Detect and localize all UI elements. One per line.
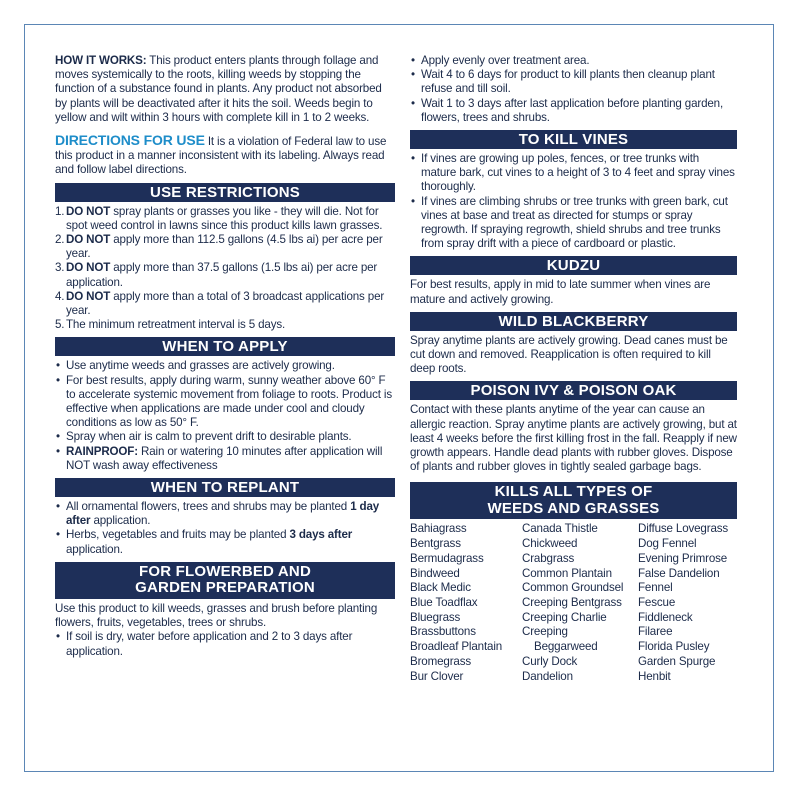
list-item: • Use anytime weeds and grasses are actively growing. <box>55 359 395 373</box>
flowerbed-title-line1: FOR FLOWERBED AND <box>139 562 311 580</box>
kudzu-header: KUDZU <box>410 256 737 275</box>
list-item: 4. DO NOT apply more than a total of 3 broadcast applications per year. <box>55 289 385 318</box>
list-item: • All ornamental flowers, trees and shrubs may be planted 1 day after application. <box>55 500 395 528</box>
flowerbed-list-part2 <box>410 54 737 125</box>
when-to-apply-list <box>55 359 395 473</box>
weed-name: Canada Thistle <box>522 522 598 536</box>
kills-all-title-line2: WEEDS AND GRASSES <box>487 499 660 517</box>
weed-name: Blue Toadflax <box>410 595 478 609</box>
weed-name: Creeping <box>522 625 568 639</box>
poison-ivy-header: POISON IVY & POISON OAK <box>410 381 737 400</box>
weed-name: Evening Primrose <box>638 551 728 565</box>
weed-name: Brassbuttons <box>410 625 476 639</box>
weeds-grid <box>410 522 737 684</box>
weed-name: Fescue <box>638 595 676 609</box>
when-to-apply-header: WHEN TO APPLY <box>55 337 395 356</box>
weed-name: Florida Pusley <box>638 640 710 654</box>
poison-ivy-text: Contact with these plants anytime of the year can cause an allergic reaction. Spray anytime plants are actively growing, but at least 4 weeks before the first killing frost in the fall. Reapply if new growth appears. Handle dead plants with rubber gloves. Dispose of plants and rubber gloves in tightly sealed garbage bags. <box>410 403 737 474</box>
kudzu-text: For best results, apply in mid to late summer when vines are mature and actively growing. <box>410 278 711 306</box>
list-item: • If soil is dry, water before application and 2 to 3 days after application. <box>55 630 395 658</box>
how-it-works-label: HOW IT WORKS: <box>55 54 147 67</box>
weed-name: Dandelion <box>522 669 573 683</box>
wild-blackberry-header: WILD BLACKBERRY <box>410 312 737 331</box>
list-item: • Wait 1 to 3 days after last application before planting garden, flowers, trees and shrubs. <box>410 97 737 125</box>
weed-name: Diffuse Lovegrass <box>638 522 729 536</box>
to-kill-vines-list <box>410 152 737 251</box>
list-item: • Herbs, vegetables and fruits may be planted 3 days after application. <box>55 528 395 556</box>
weed-name: Bermudagrass <box>410 551 484 565</box>
weed-name: Creeping Charlie <box>522 610 607 624</box>
directions-text: It is a violation of Federal law to use this product in a manner inconsistent with its labeling. Always read and follow label directions. <box>55 135 387 177</box>
use-restrictions-header: USE RESTRICTIONS <box>55 183 395 202</box>
list-item: • Apply evenly over treatment area. <box>410 54 737 68</box>
flowerbed-title-line2: GARDEN PREPARATION <box>135 579 315 597</box>
weed-name: Curly Dock <box>522 654 578 668</box>
flowerbed-list-part1 <box>55 630 395 658</box>
weed-name: Beggarweed <box>534 640 598 654</box>
directions-paragraph <box>55 133 395 178</box>
weeds-col-2 <box>522 522 638 684</box>
weeds-col-3 <box>638 522 738 684</box>
weed-name: Bromegrass <box>410 654 471 668</box>
weed-name: Dog Fennel <box>638 537 697 551</box>
weed-name: Bindweed <box>410 566 460 580</box>
use-restrictions-list <box>55 205 395 333</box>
weed-name: Bluegrass <box>410 610 461 624</box>
list-item: • For best results, apply during warm, sunny weather above 60° F to accelerate systemic movement from foliage to roots. Product is effective when applications are made under cool and cloudy conditions as low as 50° F. <box>55 374 395 431</box>
to-kill-vines-header: TO KILL VINES <box>410 130 737 149</box>
weed-name: Common Plantain <box>522 566 612 580</box>
weed-name: Garden Spurge <box>638 654 716 668</box>
right-column <box>410 34 737 684</box>
when-to-replant-list <box>55 500 395 557</box>
weed-name: Fennel <box>638 581 673 595</box>
weed-name: Fiddleneck <box>638 610 693 624</box>
directions-label: DIRECTIONS FOR USE <box>55 132 205 149</box>
list-item: • Spray when air is calm to prevent drift to desirable plants. <box>55 430 395 444</box>
list-item: 1. DO NOT spray plants or grasses you like - they will die. Not for spot weed control in lawns since this product kills lawn grasses. <box>55 204 383 232</box>
left-column <box>55 34 395 659</box>
list-item: 3. DO NOT apply more than 37.5 gallons (1.5 lbs ai) per acre per application. <box>55 261 378 289</box>
weed-name: Chickweed <box>522 537 578 551</box>
flowerbed-header <box>55 562 395 599</box>
weed-name: Broadleaf Plantain <box>410 640 503 654</box>
kills-all-header <box>410 482 737 519</box>
list-item: • Wait 4 to 6 days for product to kill plants then cleanup plant refuse and till soil. <box>410 68 737 96</box>
when-to-replant-header: WHEN TO REPLANT <box>55 478 395 497</box>
list-item: • If vines are growing up poles, fences, or tree trunks with mature bark, cut vines to a height of 3 to 4 feet and spray vines thoroughly. <box>410 152 737 195</box>
weed-name: Filaree <box>638 625 673 639</box>
list-item: 5. The minimum retreatment interval is 5 days. <box>55 318 286 332</box>
wild-blackberry-text: Spray anytime plants are actively growing. Dead canes must be cut down and removed. Reapplication is often required to kill deep roots. <box>410 333 728 376</box>
how-it-works-text: This product enters plants through follage and moves systemically to the roots, killing weeds by stopping the function of a substance found in plants. Any product not absorbed by plants will be deactivated after it hits the soil. Weeds begin to yellow and wilt within 3 hours with complete kill in 1 to 2 weeks. <box>55 54 382 124</box>
weed-name: False Dandelion <box>638 566 720 580</box>
weed-name: Bahiagrass <box>410 522 467 536</box>
list-item: • RAINPROOF: Rain or watering 10 minutes after application will NOT wash away effectiveness <box>55 445 395 473</box>
weed-name: Common Groundsel <box>522 581 624 595</box>
list-item: 2. DO NOT apply more than 112.5 gallons (4.5 lbs ai) per acre per year. <box>55 233 383 261</box>
kills-all-title-line1: KILLS ALL TYPES OF <box>494 483 653 501</box>
weed-name: Crabgrass <box>522 551 575 565</box>
flowerbed-intro: Use this product to kill weeds, grasses and brush before planting flowers, fruits, vegetables, trees or shrubs. <box>55 601 378 630</box>
list-item: • If vines are climbing shrubs or tree trunks with green bark, cut vines at base and treat as directed for stumps or spray regrowth. If spraying regrowth, shield shrubs and tree trunks from spray drift with a piece of cardboard or plastic. <box>410 195 737 252</box>
how-it-works-paragraph <box>55 54 395 125</box>
weed-name: Bur Clover <box>410 669 464 683</box>
weed-name: Creeping Bentgrass <box>522 595 622 609</box>
weed-name: Black Medic <box>410 581 471 595</box>
weed-name: Henbit <box>638 669 671 683</box>
weed-name: Bentgrass <box>410 537 461 551</box>
weeds-col-1 <box>410 522 522 684</box>
